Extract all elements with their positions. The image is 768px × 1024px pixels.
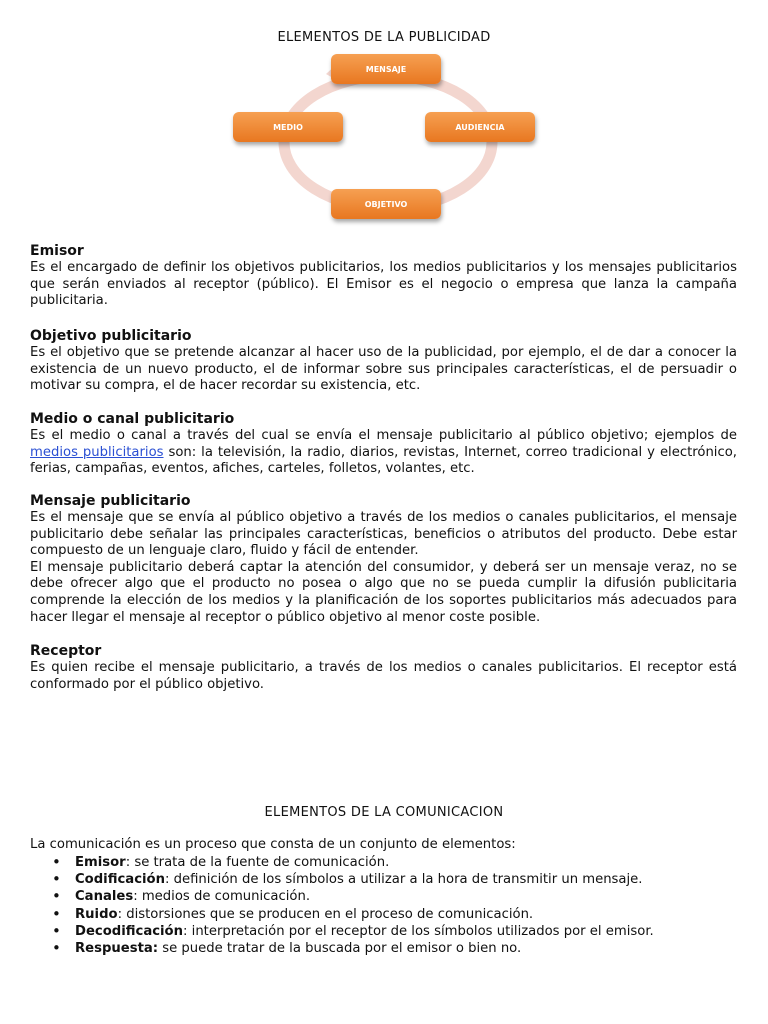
body-text: son: la televisión, la radio, diarios, revistas, Internet, correo tradicional y electrónico, ferias, campañas, eventos, afiches, carteles, folletos, volantes, etc. (30, 444, 737, 477)
list-term: Decodificación (75, 923, 184, 939)
list-item (52, 923, 712, 940)
list-term: Canales (75, 889, 134, 905)
list-item (52, 854, 712, 871)
section-body-2: El mensaje publicitario deberá captar la atención del consumidor, y deberá ser un mensaje veraz, no se debe ofrecer algo que el producto no posea o algo que no se pueda cumplir la difusión publicitaria comprende la elección de los medios y la planificación de los soportes publicitarios más adecuados para hacer llegar el mensaje al receptor o público objetivo al menor coste posible. (30, 559, 737, 625)
section-body (30, 428, 737, 478)
section-heading: Objetivo publicitario (30, 328, 192, 344)
section-receptor (30, 642, 737, 693)
list-text: : medios de comunicación. (133, 889, 311, 905)
section-heading: Mensaje publicitario (30, 493, 191, 509)
medios-publicitarios-link[interactable]: medios publicitarios (30, 444, 164, 460)
list-item (52, 906, 712, 923)
section-body: Es el encargado de definir los objetivos publicitarios, los medios publicitarios y los mensajes publicitarios que serán enviados al receptor (público). El Emisor es el negocio o empresa que lanza la campaña publicitaria. (30, 260, 737, 309)
list-term: Respuesta: (75, 941, 159, 957)
section-heading: Emisor (30, 243, 84, 259)
elements-list (52, 854, 712, 957)
section-heading: Medio o canal publicitario (30, 411, 235, 427)
list-item (52, 940, 712, 957)
list-text: se puede tratar de la buscada por el emisor o bien no. (158, 941, 522, 957)
list-term: Emisor (75, 855, 126, 870)
list-text: : distorsiones que se producen en el proceso de comunicación. (117, 906, 534, 922)
section-body: Es el mensaje que se envía al público objetivo a través de los medios o canales publicitarios, el mensaje publicitario debe señalar las principales características, beneficios o atributos del producto. Debe estar compuesto de un lenguaje claro, fluido y fácil de entender. (30, 510, 737, 559)
list-term: Codificación (75, 872, 165, 888)
body-text: Es el medio o canal a través del cual se envía el mensaje publicitario al público objetivo; ejemplos de (30, 428, 737, 443)
section-emisor (30, 242, 737, 310)
list-text: : se trata de la fuente de comunicación. (125, 855, 390, 870)
list-item (52, 888, 712, 905)
list-item (52, 871, 712, 888)
page-title: ELEMENTOS DE LA PUBLICIDAD (277, 30, 491, 45)
section-body: Es el objetivo que se pretende alcanzar al hacer uso de la publicidad, por ejemplo, el de dar a conocer la existencia de un nuevo producto, el de informar sobre sus principales características, el de persuadir o motivar su compra, el de hacer recordar su existencia, etc. (30, 345, 737, 394)
section-mensaje (30, 492, 737, 626)
node-audiencia: AUDIENCIA (425, 112, 535, 142)
section-medio (30, 410, 737, 478)
section-objetivo (30, 327, 737, 395)
intro-text: La comunicación es un proceso que consta de un conjunto de elementos: (30, 837, 516, 852)
list-text: : interpretación por el receptor de los símbolos utilizados por el emisor. (183, 923, 654, 939)
section-heading: Receptor (30, 643, 102, 659)
list-text: : definición de los símbolos a utilizar a la hora de transmitir un mensaje. (164, 872, 643, 888)
node-objetivo: OBJETIVO (331, 189, 441, 219)
section-title-comunicacion: ELEMENTOS DE LA COMUNICACION (264, 805, 504, 820)
list-term: Ruido (75, 906, 118, 922)
node-mensaje: MENSAJE (331, 54, 441, 84)
section-body: Es quien recibe el mensaje publicitario, a través de los medios o canales publicitarios. El receptor está conformado por el público objetivo. (30, 660, 737, 692)
node-medio: MEDIO (233, 112, 343, 142)
cycle-diagram (228, 52, 548, 232)
